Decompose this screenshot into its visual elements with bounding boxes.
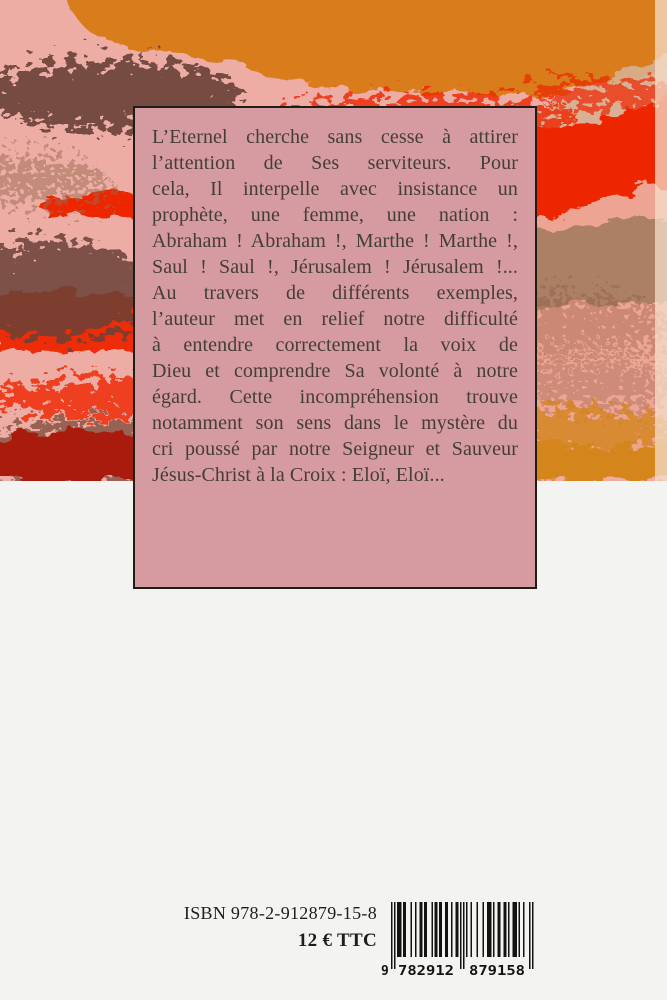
blurb-line: l’attention de Ses serviteurs. Pour: [152, 152, 518, 174]
blurb-line: Dieu et comprendre Sa volonté à notre: [152, 360, 518, 382]
blurb-line: prophète, une femme, une nation :: [152, 204, 518, 226]
barcode-bar: [403, 902, 406, 957]
price-text: 12 € TTC: [297, 930, 377, 951]
barcode-digits: 879158: [469, 964, 526, 978]
barcode-bar: [420, 902, 423, 957]
blurb-line: Au travers de différents exemples,: [152, 282, 518, 304]
blurb-text: [152, 124, 518, 488]
blurb-line: égard. Cette incompréhension trouve: [152, 386, 518, 408]
barcode-bar: [445, 902, 448, 957]
barcode-bar: [391, 902, 393, 969]
barcode-bar: [532, 902, 534, 969]
blurb-line: à entendre correctement la voix de: [152, 334, 518, 356]
barcode-bar: [460, 902, 462, 969]
barcode-bar: [424, 902, 427, 957]
barcode-bar: [415, 902, 417, 957]
barcode-bar: [523, 902, 525, 957]
barcode-bar: [471, 902, 473, 957]
barcode-bar: [439, 902, 442, 957]
barcode-bar: [529, 902, 531, 969]
barcode-bar: [493, 902, 495, 957]
blurb-line: Saul ! Saul !, Jérusalem ! Jérusalem !...: [152, 256, 518, 278]
barcode-bar: [397, 902, 402, 957]
barcode-bar: [432, 902, 434, 957]
barcode-bar: [411, 902, 413, 957]
colophon: [97, 903, 377, 952]
barcode-bar: [451, 902, 453, 957]
barcode-bar: [504, 902, 507, 957]
barcode-bar: [513, 902, 518, 957]
barcode-bar: [508, 902, 510, 957]
barcode-digits: 9: [381, 964, 389, 978]
barcode-bar: [394, 902, 396, 969]
blurb-line: cri poussé par notre Seigneur et Sauveur: [152, 438, 518, 460]
barcode-bar: [456, 902, 459, 957]
scan-edge: [655, 0, 667, 481]
barcode-digits: 782912: [398, 964, 454, 978]
barcode-bar: [498, 902, 501, 957]
blurb-box: [133, 106, 537, 589]
barcode-bar: [466, 902, 468, 957]
blurb-line: Abraham ! Abraham !, Marthe ! Marthe !,: [152, 230, 518, 252]
barcode-bar: [463, 902, 465, 969]
barcode-bar: [483, 902, 485, 957]
blurb-line: l’auteur met en relief notre difficulté: [152, 308, 518, 330]
blurb-line: Jésus-Christ à la Croix : Eloï, Eloï...: [152, 464, 445, 486]
barcode-bar: [487, 902, 492, 957]
barcode-bar: [519, 902, 521, 957]
blurb-line: L’Eternel cherche sans cesse à attirer: [152, 126, 518, 148]
blurb-line: notamment son sens dans le mystère du: [152, 412, 518, 434]
isbn-text: ISBN 978-2-912879-15-8: [183, 903, 377, 923]
blurb-line: cela, Il interpelle avec insistance un: [152, 178, 518, 200]
ean13-barcode: [381, 900, 539, 978]
barcode-bar: [477, 902, 479, 957]
barcode-bar: [435, 902, 438, 957]
